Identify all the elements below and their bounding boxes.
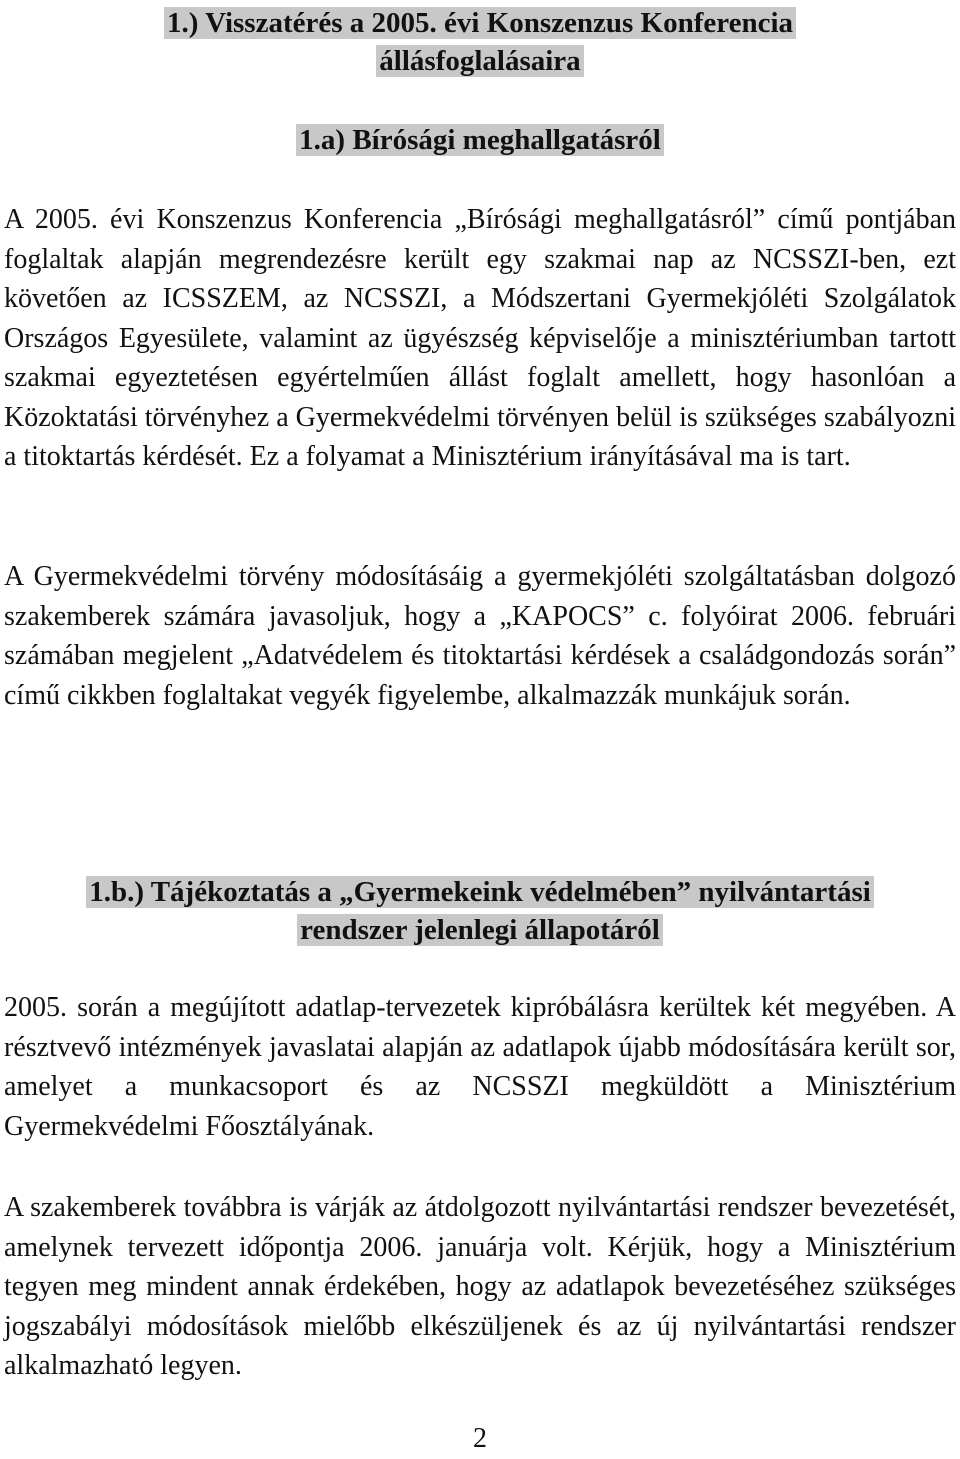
- section1-title-line2: állásfoglalásaira: [376, 45, 583, 77]
- section1b-title-line2: rendszer jelenlegi állapotáról: [297, 914, 663, 946]
- section1a-title-text: 1.a) Bírósági meghallgatásról: [296, 124, 664, 156]
- page-number: 2: [473, 1423, 487, 1454]
- section1a-paragraph-2: A Gyermekvédelmi törvény módosításáig a gyermekjóléti szolgáltatásban dolgozó szakemberek számára javasoljuk, hogy a „KAPOCS” c. folyóirat 2006. februári számában megjelent „Adatvédelem és titoktartási kérdések a családgondozás során” című cikkben foglaltakat vegyék figyelembe, alkalmazzák munkájuk során.: [4, 561, 956, 711]
- section1a-paragraph-1: A 2005. évi Konszenzus Konferencia „Bírósági meghallgatásról” című pontjában foglaltak alapján megrendezésre került egy szakmai nap az NCSSZI-ben, ezt követően az ICSSZEM, az NCSSZI, a Módszertani Gyermekjóléti Szolgálatok Országos Egyesülete, valamint az ügyészség képviselője a minisztériumban tartott szakmai egyeztetésen egyértelműen állást foglalt amellett, hogy hasonlóan a Közoktatási törvényhez a Gyermekvédelmi törvényen belül is szükséges szabályozni a titoktartás kérdését. Ez a folyamat a Minisztérium irányításával ma is tart.: [4, 204, 956, 472]
- section1-title: [0, 4, 960, 80]
- section1a-title: [0, 121, 960, 159]
- section1-title-line1: 1.) Visszatérés a 2005. évi Konszenzus Konferencia: [164, 7, 796, 39]
- section1b-paragraph-2: A szakemberek továbbra is várják az átdolgozott nyilvántartási rendszer bevezetését, amelynek tervezett időpontja 2006. januárja volt. Kérjük, hogy a Minisztérium tegyen meg mindent annak érdekében, hogy az adatlapok bevezetéséhez szükséges jogszabályi módosítások mielőbb elkészüljenek és az új nyilvántartási rendszer alkalmazható legyen.: [4, 1192, 956, 1381]
- section1b-title-line1: 1.b.) Tájékoztatás a „Gyermekeink védelmében” nyilvántartási: [86, 876, 874, 908]
- section1b-paragraph-1: 2005. során a megújított adatlap-tervezetek kipróbálásra kerültek két megyében. A résztvevő intézmények javaslatai alapján az adatlapok újabb módosítására került sor, amelyet a munkacsoport és az NCSSZI megküldött a Minisztérium Gyermekvédelmi Főosztályának.: [4, 992, 956, 1142]
- section1b-title: [0, 873, 960, 949]
